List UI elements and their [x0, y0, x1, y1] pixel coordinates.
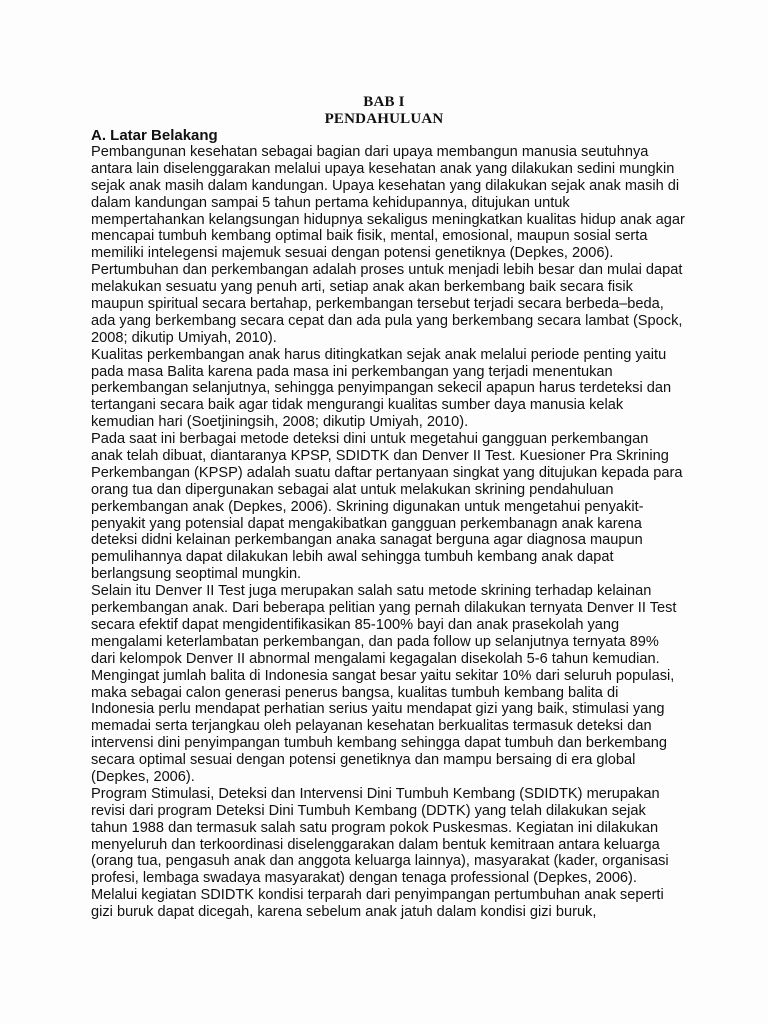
text-line: perkembangan anak. Dari beberapa pelitian yang pernah dilakukan ternyata Denver II Test [91, 600, 677, 617]
text-line: revisi dari program Deteksi Dini Tumbuh Kembang (DDTK) yang telah dilakukan sejak [91, 802, 646, 819]
text-line: mempertahankan kelangsungan hidupnya sekaligus meningkatkan kualitas hidup anak agar [91, 211, 685, 228]
text-line: memadai serta terjangkau oleh pelayanan kesehatan berkualitas termasuk deteksi dan [91, 718, 652, 735]
text-line: Melalui kegiatan SDIDTK kondisi terparah dari penyimpangan pertumbuhan anak seperti [91, 887, 664, 904]
text-line: orang tua dan dipergunakan sebagai alat untuk melakukan skrining pendahuluan [91, 481, 614, 498]
text-line: deteksi didni kelainan perkembangan anaka sanagat berguna agar diagnosa maupun [91, 532, 643, 549]
text-line: maupun spiritual secara bertahap, perkembangan tersebut terjadi secara berbeda–beda, [91, 296, 664, 313]
text-line: perkembangan selanjutnya, sehingga penyimpangan sekecil apapun harus terdeteksi dan [91, 380, 672, 397]
text-line [91, 921, 711, 938]
text-line: Program Stimulasi, Deteksi dan Intervensi Dini Tumbuh Kembang (SDIDTK) merupakan [91, 785, 660, 802]
text-line: intervensi dini penyimpangan tumbuh kembang sehingga dapat tumbuh dan berkembang [91, 735, 668, 752]
text-line: melakukan sesuatu yang penuh arti, setiap anak akan berkembang baik secara fisik [91, 279, 633, 296]
text-line: perkembangan anak (Depkes, 2006). Skrining digunakan untuk mengetahui penyakit- [91, 498, 644, 515]
text-line: kemudian hari (Soetjiningsih, 2008; dikutip Umiyah, 2010). [91, 414, 469, 431]
text-line: antara lain diselenggarakan melalui upaya kesehatan anak yang dilakukan sedini mungkin [91, 160, 675, 177]
text-line: Indonesia perlu mendapat perhatian serius yaitu mendapat gizi yang baik, stimulasi yang [91, 701, 665, 718]
text-line: mengalami keterlambatan perkembangan, dan pada follow up selanjutnya ternyata 89% [91, 633, 659, 650]
text-line: Selain itu Denver II Test juga merupakan salah satu metode skrining terhadap kelainan [91, 583, 652, 600]
text-line: menyeluruh dan terkoordinasi diselenggarakan dalam bentuk kemitraan antara keluarga [91, 836, 660, 853]
text-line: maka sebagai calon generasi penerus bangsa, kualitas tumbuh kembang balita di [91, 684, 619, 701]
text-line: Pada saat ini berbagai metode deteksi dini untuk megetahui gangguan perkembangan [91, 431, 649, 448]
text-line: pada masa Balita karena pada masa ini perkembangan yang terjadi menentukan [91, 363, 613, 380]
text-line: penyakit yang potensial dapat mengakibatkan gangguan perkembanagn anak karena [91, 515, 642, 532]
text-line: (orang tua, pengasuh anak dan anggota keluarga lainnya), masyarakat (kader, organisasi [91, 853, 669, 870]
text-line: tahun 1988 dan termasuk salah satu program pokok Puskesmas. Kegiatan ini dilakukan [91, 819, 659, 836]
text-line: Pertumbuhan dan perkembangan adalah proses untuk menjadi lebih besar dan mulai dapat [91, 262, 683, 279]
text-line: sejak anak masih dalam kandungan. Upaya kesehatan yang dilakukan sejak anak masih di [91, 177, 680, 194]
chapter-number: BAB I [363, 94, 405, 110]
section-title: A. Latar Belakang [91, 127, 218, 144]
text-line: ada yang berkembang secara cepat dan ada pula yang berkembang secara lambat (Spock, [91, 312, 683, 329]
text-line: dalam kandungan sampai 5 tahun pertama kehidupannya, ditujukan untuk [91, 194, 570, 211]
body-text [91, 144, 711, 938]
text-line: Perkembangan (KPSP) adalah suatu daftar pertanyaan singkat yang ditujukan kepada para [91, 464, 683, 481]
text-line: gizi buruk dapat dicegah, karena sebelum anak jatuh dalam kondisi gizi buruk, [91, 904, 597, 921]
text-line: secara efektif dapat mengidentifikasikan 85-100% bayi dan anak prasekolah yang [91, 616, 620, 633]
text-line: memiliki intelegensi majemuk sesuai dengan potensi genetiknya (Depkes, 2006). [91, 245, 614, 262]
text-line: Kualitas perkembangan anak harus ditingkatkan sejak anak melalui periode penting yaitu [91, 346, 667, 363]
text-line: secara optimal sesuai dengan potensi genetiknya dan mampu bersaing di era global [91, 752, 636, 769]
text-line: dari kelompok Denver II abnormal mengalami kegagalan disekolah 5-6 tahun kemudian. [91, 650, 660, 667]
text-line: pemulihannya dapat dilakukan lebih awal sehingga tumbuh kembang anak dapat [91, 549, 614, 566]
text-line: (Depkes, 2006). [91, 768, 195, 785]
text-line: anak telah dibuat, diantaranya KPSP, SDIDTK dan Denver II Test. Kuesioner Pra Skrining [91, 448, 669, 465]
text-line: 2008; dikutip Umiyah, 2010). [91, 329, 277, 346]
text-line: Pembangunan kesehatan sebagai bagian dari upaya membangun manusia seutuhnya [91, 144, 649, 160]
text-line: berlangsung seoptimal mungkin. [91, 566, 302, 583]
text-line: mencapai tumbuh kembang optimal baik fisik, mental, emosional, maupun sosial serta [91, 228, 648, 245]
text-line: profesi, lembaga swadaya masyarakat) dengan tenaga professional (Depkes, 2006). [91, 870, 637, 887]
text-line: Mengingat jumlah balita di Indonesia sangat besar yaitu sekitar 10% dari seluruh populasi, [91, 667, 675, 684]
chapter-title: PENDAHULUAN [324, 111, 444, 127]
text-line: tertangani secara baik agar tidak mengurangi kualitas sumber daya manusia kelak [91, 397, 624, 414]
